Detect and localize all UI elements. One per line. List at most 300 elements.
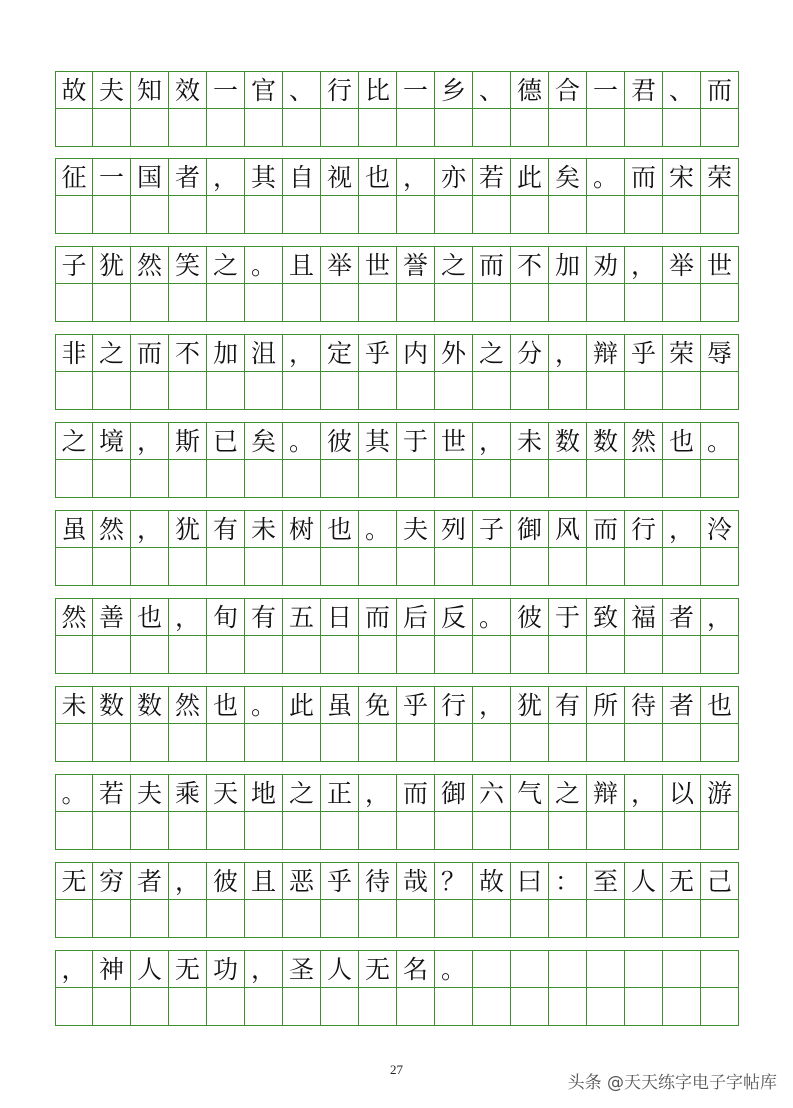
- blank-practice-cell[interactable]: [587, 109, 625, 147]
- blank-practice-cell[interactable]: [435, 460, 473, 498]
- blank-practice-cell[interactable]: [511, 372, 549, 410]
- blank-practice-cell[interactable]: [549, 372, 587, 410]
- blank-practice-cell[interactable]: [397, 900, 435, 938]
- blank-practice-cell[interactable]: [473, 372, 511, 410]
- blank-practice-cell[interactable]: [55, 812, 93, 850]
- blank-practice-cell[interactable]: [473, 460, 511, 498]
- blank-practice-cell[interactable]: [169, 812, 207, 850]
- blank-practice-cell[interactable]: [55, 284, 93, 322]
- character-cell: 子: [473, 510, 511, 548]
- blank-practice-cell[interactable]: [625, 109, 663, 147]
- character-cell: 游: [701, 774, 739, 812]
- character-cell: 而: [625, 158, 663, 196]
- blank-practice-cell[interactable]: [131, 724, 169, 762]
- character-cell: 内: [397, 334, 435, 372]
- blank-practice-cell[interactable]: [283, 636, 321, 674]
- blank-practice-cell[interactable]: [397, 460, 435, 498]
- blank-practice-cell[interactable]: [435, 724, 473, 762]
- blank-practice-cell[interactable]: [321, 460, 359, 498]
- blank-practice-cell[interactable]: [207, 548, 245, 586]
- character-cell: 乡: [435, 71, 473, 109]
- blank-practice-cell[interactable]: [283, 109, 321, 147]
- character-cell: 六: [473, 774, 511, 812]
- character-cell: 效: [169, 71, 207, 109]
- blank-practice-cell[interactable]: [245, 988, 283, 1026]
- blank-practice-cell[interactable]: [511, 900, 549, 938]
- character-cell: 数: [93, 686, 131, 724]
- blank-practice-cell[interactable]: [169, 724, 207, 762]
- blank-practice-cell[interactable]: [435, 812, 473, 850]
- blank-practice-cell[interactable]: [169, 372, 207, 410]
- blank-practice-cell[interactable]: [93, 724, 131, 762]
- text-row: [55, 158, 739, 196]
- blank-practice-cell[interactable]: [93, 900, 131, 938]
- text-row: [55, 422, 739, 460]
- blank-practice-cell[interactable]: [663, 988, 701, 1026]
- character-cell: ，: [283, 334, 321, 372]
- blank-practice-cell[interactable]: [207, 284, 245, 322]
- blank-practice-cell[interactable]: [625, 900, 663, 938]
- blank-practice-cell[interactable]: [473, 284, 511, 322]
- blank-practice-cell[interactable]: [435, 372, 473, 410]
- blank-practice-cell[interactable]: [549, 812, 587, 850]
- character-cell: 然: [169, 686, 207, 724]
- blank-practice-cell[interactable]: [169, 284, 207, 322]
- blank-practice-cell[interactable]: [587, 988, 625, 1026]
- character-cell: [511, 950, 549, 988]
- character-cell: ，: [549, 334, 587, 372]
- blank-practice-cell[interactable]: [93, 284, 131, 322]
- blank-practice-cell[interactable]: [169, 109, 207, 147]
- blank-practice-cell[interactable]: [359, 284, 397, 322]
- blank-practice-cell[interactable]: [321, 284, 359, 322]
- blank-practice-cell[interactable]: [55, 460, 93, 498]
- blank-practice-cell[interactable]: [701, 988, 739, 1026]
- blank-practice-cell[interactable]: [283, 724, 321, 762]
- blank-practice-cell[interactable]: [435, 548, 473, 586]
- blank-practice-cell[interactable]: [587, 548, 625, 586]
- blank-practice-cell[interactable]: [587, 636, 625, 674]
- blank-practice-cell[interactable]: [511, 812, 549, 850]
- character-cell: 非: [55, 334, 93, 372]
- blank-practice-cell[interactable]: [283, 548, 321, 586]
- character-cell: 行: [625, 510, 663, 548]
- character-cell: 也: [207, 686, 245, 724]
- blank-practice-cell[interactable]: [587, 812, 625, 850]
- blank-practice-cell[interactable]: [321, 109, 359, 147]
- character-cell: 风: [549, 510, 587, 548]
- character-cell: 。: [587, 158, 625, 196]
- blank-practice-cell[interactable]: [397, 284, 435, 322]
- blank-practice-cell[interactable]: [131, 372, 169, 410]
- character-cell: 无: [169, 950, 207, 988]
- blank-practice-cell[interactable]: [245, 109, 283, 147]
- blank-practice-cell[interactable]: [207, 724, 245, 762]
- blank-practice-cell[interactable]: [321, 636, 359, 674]
- blank-practice-cell[interactable]: [549, 284, 587, 322]
- blank-practice-cell[interactable]: [701, 724, 739, 762]
- blank-practice-cell[interactable]: [549, 548, 587, 586]
- character-cell: 也: [131, 598, 169, 636]
- blank-practice-cell[interactable]: [397, 109, 435, 147]
- blank-practice-cell[interactable]: [701, 548, 739, 586]
- blank-practice-cell[interactable]: [397, 636, 435, 674]
- character-cell: 宋: [663, 158, 701, 196]
- blank-practice-cell[interactable]: [169, 900, 207, 938]
- character-cell: 辩: [587, 334, 625, 372]
- blank-practice-cell[interactable]: [473, 548, 511, 586]
- blank-practice-cell[interactable]: [663, 812, 701, 850]
- blank-practice-cell[interactable]: [359, 372, 397, 410]
- text-row: [55, 510, 739, 548]
- character-cell: 乎: [321, 862, 359, 900]
- blank-practice-cell[interactable]: [283, 196, 321, 234]
- character-cell: 加: [207, 334, 245, 372]
- blank-practice-cell[interactable]: [283, 460, 321, 498]
- blank-practice-cell[interactable]: [245, 636, 283, 674]
- character-cell: 而: [701, 71, 739, 109]
- blank-practice-cell[interactable]: [55, 109, 93, 147]
- blank-practice-cell[interactable]: [55, 724, 93, 762]
- blank-practice-cell[interactable]: [93, 460, 131, 498]
- character-cell: 子: [55, 246, 93, 284]
- blank-practice-cell[interactable]: [587, 900, 625, 938]
- character-cell: 虽: [55, 510, 93, 548]
- blank-practice-cell[interactable]: [131, 284, 169, 322]
- blank-practice-cell[interactable]: [701, 284, 739, 322]
- blank-practice-cell[interactable]: [663, 724, 701, 762]
- blank-practice-cell[interactable]: [511, 724, 549, 762]
- blank-practice-cell[interactable]: [359, 812, 397, 850]
- blank-practice-cell[interactable]: [625, 636, 663, 674]
- blank-practice-cell[interactable]: [321, 900, 359, 938]
- blank-practice-cell[interactable]: [359, 548, 397, 586]
- character-cell: 者: [131, 862, 169, 900]
- character-cell: 者: [663, 598, 701, 636]
- character-cell: ，: [169, 862, 207, 900]
- blank-practice-cell[interactable]: [663, 548, 701, 586]
- blank-practice-cell[interactable]: [321, 988, 359, 1026]
- blank-practice-cell[interactable]: [93, 548, 131, 586]
- blank-practice-cell[interactable]: [321, 724, 359, 762]
- blank-practice-cell[interactable]: [549, 900, 587, 938]
- blank-practice-cell[interactable]: [625, 724, 663, 762]
- blank-practice-cell[interactable]: [625, 372, 663, 410]
- blank-practice-cell[interactable]: [283, 812, 321, 850]
- blank-practice-cell[interactable]: [93, 372, 131, 410]
- blank-practice-cell[interactable]: [55, 196, 93, 234]
- blank-practice-cell[interactable]: [511, 196, 549, 234]
- blank-practice-cell[interactable]: [549, 724, 587, 762]
- character-cell: 之: [283, 774, 321, 812]
- blank-practice-cell[interactable]: [55, 988, 93, 1026]
- character-cell: 世: [359, 246, 397, 284]
- blank-practice-cell[interactable]: [435, 900, 473, 938]
- character-cell: 德: [511, 71, 549, 109]
- character-cell: ，: [359, 774, 397, 812]
- blank-practice-cell[interactable]: [93, 988, 131, 1026]
- blank-practice-cell[interactable]: [245, 284, 283, 322]
- blank-practice-cell[interactable]: [131, 460, 169, 498]
- blank-practice-cell[interactable]: [587, 460, 625, 498]
- character-cell: [473, 950, 511, 988]
- blank-practice-cell[interactable]: [321, 548, 359, 586]
- character-cell: 未: [511, 422, 549, 460]
- blank-practice-cell[interactable]: [169, 988, 207, 1026]
- blank-practice-cell[interactable]: [55, 548, 93, 586]
- character-cell: ，: [663, 510, 701, 548]
- blank-practice-cell[interactable]: [435, 284, 473, 322]
- character-cell: 之: [473, 334, 511, 372]
- character-cell: 而: [359, 598, 397, 636]
- blank-practice-cell[interactable]: [359, 460, 397, 498]
- character-cell: 犹: [93, 246, 131, 284]
- blank-practice-cell[interactable]: [169, 196, 207, 234]
- blank-practice-cell[interactable]: [245, 460, 283, 498]
- character-cell: 荣: [663, 334, 701, 372]
- character-cell: 数: [131, 686, 169, 724]
- blank-practice-cell[interactable]: [473, 109, 511, 147]
- blank-practice-cell[interactable]: [625, 548, 663, 586]
- blank-practice-cell[interactable]: [397, 724, 435, 762]
- blank-practice-cell[interactable]: [511, 284, 549, 322]
- practice-row: [55, 812, 739, 850]
- character-cell: 不: [511, 246, 549, 284]
- blank-practice-cell[interactable]: [663, 900, 701, 938]
- blank-practice-cell[interactable]: [93, 636, 131, 674]
- character-cell: 沮: [245, 334, 283, 372]
- blank-practice-cell[interactable]: [511, 460, 549, 498]
- character-cell: 后: [397, 598, 435, 636]
- blank-practice-cell[interactable]: [549, 636, 587, 674]
- character-cell: 致: [587, 598, 625, 636]
- blank-practice-cell[interactable]: [93, 196, 131, 234]
- character-cell: 恶: [283, 862, 321, 900]
- blank-practice-cell[interactable]: [359, 196, 397, 234]
- blank-practice-cell[interactable]: [397, 548, 435, 586]
- character-cell: 矣: [245, 422, 283, 460]
- blank-practice-cell[interactable]: [397, 812, 435, 850]
- blank-practice-cell[interactable]: [169, 636, 207, 674]
- character-cell: 于: [549, 598, 587, 636]
- blank-practice-cell[interactable]: [663, 284, 701, 322]
- blank-practice-cell[interactable]: [701, 372, 739, 410]
- character-cell: 待: [359, 862, 397, 900]
- character-cell: 行: [321, 71, 359, 109]
- character-cell: 外: [435, 334, 473, 372]
- character-cell: 、: [663, 71, 701, 109]
- blank-practice-cell[interactable]: [207, 812, 245, 850]
- character-cell: 泠: [701, 510, 739, 548]
- blank-practice-cell[interactable]: [663, 372, 701, 410]
- blank-practice-cell[interactable]: [359, 900, 397, 938]
- character-cell: 功: [207, 950, 245, 988]
- character-cell: 世: [701, 246, 739, 284]
- character-cell: 以: [663, 774, 701, 812]
- blank-practice-cell[interactable]: [435, 196, 473, 234]
- text-row: [55, 950, 739, 988]
- blank-practice-cell[interactable]: [511, 988, 549, 1026]
- blank-practice-cell[interactable]: [245, 196, 283, 234]
- character-cell: 不: [169, 334, 207, 372]
- watermark: 头条 @天天练字电子字帖库: [567, 1073, 777, 1093]
- blank-practice-cell[interactable]: [701, 636, 739, 674]
- blank-practice-cell[interactable]: [701, 460, 739, 498]
- character-cell: 比: [359, 71, 397, 109]
- blank-practice-cell[interactable]: [473, 724, 511, 762]
- blank-practice-cell[interactable]: [245, 372, 283, 410]
- character-cell: 且: [283, 246, 321, 284]
- character-cell: 地: [245, 774, 283, 812]
- character-cell: 而: [473, 246, 511, 284]
- character-cell: 矣: [549, 158, 587, 196]
- character-cell: 天: [207, 774, 245, 812]
- character-cell: ，: [473, 686, 511, 724]
- blank-practice-cell[interactable]: [169, 548, 207, 586]
- blank-practice-cell[interactable]: [245, 724, 283, 762]
- blank-practice-cell[interactable]: [283, 284, 321, 322]
- blank-practice-cell[interactable]: [207, 196, 245, 234]
- character-cell: 。: [245, 246, 283, 284]
- blank-practice-cell[interactable]: [549, 460, 587, 498]
- character-cell: 知: [131, 71, 169, 109]
- blank-practice-cell[interactable]: [131, 812, 169, 850]
- blank-practice-cell[interactable]: [473, 636, 511, 674]
- blank-practice-cell[interactable]: [359, 636, 397, 674]
- blank-practice-cell[interactable]: [625, 812, 663, 850]
- character-cell: 乎: [625, 334, 663, 372]
- blank-practice-cell[interactable]: [245, 812, 283, 850]
- character-cell: [549, 950, 587, 988]
- blank-practice-cell[interactable]: [131, 109, 169, 147]
- blank-practice-cell[interactable]: [701, 900, 739, 938]
- character-cell: 而: [131, 334, 169, 372]
- blank-practice-cell[interactable]: [321, 196, 359, 234]
- character-cell: 未: [245, 510, 283, 548]
- blank-practice-cell[interactable]: [701, 812, 739, 850]
- blank-practice-cell[interactable]: [473, 812, 511, 850]
- blank-practice-cell[interactable]: [397, 372, 435, 410]
- blank-practice-cell[interactable]: [283, 988, 321, 1026]
- character-cell: 一: [587, 71, 625, 109]
- blank-practice-cell[interactable]: [511, 109, 549, 147]
- character-cell: 君: [625, 71, 663, 109]
- blank-practice-cell[interactable]: [625, 460, 663, 498]
- blank-practice-cell[interactable]: [587, 372, 625, 410]
- practice-row: [55, 109, 739, 147]
- blank-practice-cell[interactable]: [207, 636, 245, 674]
- blank-practice-cell[interactable]: [207, 460, 245, 498]
- blank-practice-cell[interactable]: [587, 724, 625, 762]
- character-cell: 之: [435, 246, 473, 284]
- character-cell: 彼: [511, 598, 549, 636]
- blank-practice-cell[interactable]: [663, 109, 701, 147]
- practice-row: [55, 724, 739, 762]
- blank-practice-cell[interactable]: [359, 988, 397, 1026]
- blank-practice-cell[interactable]: [131, 196, 169, 234]
- blank-practice-cell[interactable]: [473, 988, 511, 1026]
- character-cell: 福: [625, 598, 663, 636]
- blank-practice-cell[interactable]: [625, 988, 663, 1026]
- blank-practice-cell[interactable]: [663, 460, 701, 498]
- character-cell: 己: [701, 862, 739, 900]
- blank-practice-cell[interactable]: [131, 900, 169, 938]
- blank-practice-cell[interactable]: [93, 109, 131, 147]
- blank-practice-cell[interactable]: [55, 372, 93, 410]
- character-cell: 也: [321, 510, 359, 548]
- blank-practice-cell[interactable]: [359, 724, 397, 762]
- blank-practice-cell[interactable]: [549, 196, 587, 234]
- blank-practice-cell[interactable]: [207, 900, 245, 938]
- blank-practice-cell[interactable]: [397, 988, 435, 1026]
- character-cell: 、: [283, 71, 321, 109]
- character-cell: 之: [549, 774, 587, 812]
- character-cell: 气: [511, 774, 549, 812]
- blank-practice-cell[interactable]: [625, 284, 663, 322]
- blank-practice-cell[interactable]: [321, 812, 359, 850]
- blank-practice-cell[interactable]: [511, 636, 549, 674]
- character-cell: ，: [473, 422, 511, 460]
- blank-practice-cell[interactable]: [663, 636, 701, 674]
- blank-practice-cell[interactable]: [131, 988, 169, 1026]
- character-cell: ，: [55, 950, 93, 988]
- character-cell: 反: [435, 598, 473, 636]
- blank-practice-cell[interactable]: [131, 548, 169, 586]
- blank-practice-cell[interactable]: [321, 372, 359, 410]
- blank-practice-cell[interactable]: [511, 548, 549, 586]
- character-cell: 日: [321, 598, 359, 636]
- blank-practice-cell[interactable]: [435, 636, 473, 674]
- blank-practice-cell[interactable]: [435, 988, 473, 1026]
- blank-practice-cell[interactable]: [473, 900, 511, 938]
- character-cell: 世: [435, 422, 473, 460]
- character-cell: 。: [245, 686, 283, 724]
- blank-practice-cell[interactable]: [549, 109, 587, 147]
- blank-practice-cell[interactable]: [359, 109, 397, 147]
- character-cell: 之: [207, 246, 245, 284]
- blank-practice-cell[interactable]: [587, 284, 625, 322]
- blank-practice-cell[interactable]: [131, 636, 169, 674]
- character-cell: ，: [701, 598, 739, 636]
- blank-practice-cell[interactable]: [207, 988, 245, 1026]
- blank-practice-cell[interactable]: [283, 372, 321, 410]
- blank-practice-cell[interactable]: [701, 196, 739, 234]
- blank-practice-cell[interactable]: [245, 900, 283, 938]
- blank-practice-cell[interactable]: [245, 548, 283, 586]
- blank-practice-cell[interactable]: [663, 196, 701, 234]
- character-cell: ，: [131, 510, 169, 548]
- blank-practice-cell[interactable]: [701, 109, 739, 147]
- character-cell: 辩: [587, 774, 625, 812]
- blank-practice-cell[interactable]: [625, 196, 663, 234]
- blank-practice-cell[interactable]: [93, 812, 131, 850]
- blank-practice-cell[interactable]: [55, 900, 93, 938]
- blank-practice-cell[interactable]: [473, 196, 511, 234]
- practice-row: [55, 900, 739, 938]
- blank-practice-cell[interactable]: [587, 196, 625, 234]
- blank-practice-cell[interactable]: [207, 109, 245, 147]
- blank-practice-cell[interactable]: [397, 196, 435, 234]
- blank-practice-cell[interactable]: [549, 988, 587, 1026]
- blank-practice-cell[interactable]: [283, 900, 321, 938]
- character-cell: 之: [93, 334, 131, 372]
- blank-practice-cell[interactable]: [169, 460, 207, 498]
- character-cell: 一: [207, 71, 245, 109]
- blank-practice-cell[interactable]: [207, 372, 245, 410]
- blank-practice-cell[interactable]: [55, 636, 93, 674]
- character-cell: 数: [549, 422, 587, 460]
- blank-practice-cell[interactable]: [435, 109, 473, 147]
